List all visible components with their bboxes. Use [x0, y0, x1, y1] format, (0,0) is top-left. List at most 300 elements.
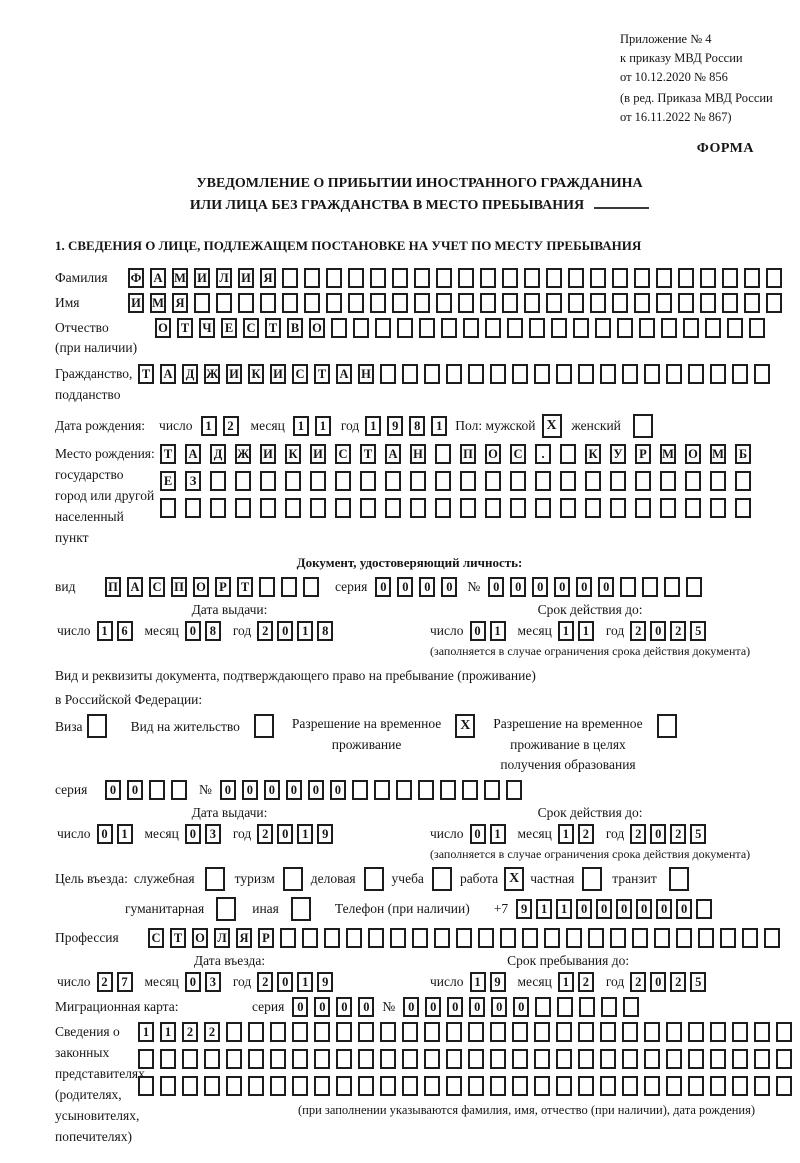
char-cell[interactable]: 1	[293, 416, 309, 436]
char-cell[interactable]	[336, 1049, 352, 1069]
char-cell[interactable]	[358, 1076, 374, 1096]
char-cell[interactable]	[642, 577, 658, 597]
stay-month-cells[interactable]	[558, 972, 594, 992]
char-cell[interactable]	[632, 928, 648, 948]
char-cell[interactable]	[171, 780, 187, 800]
char-cell[interactable]	[463, 318, 479, 338]
char-cell[interactable]: А	[185, 444, 201, 464]
doc-valid-day-cells[interactable]	[470, 621, 506, 641]
char-cell[interactable]: Н	[410, 444, 426, 464]
char-cell[interactable]	[522, 928, 538, 948]
char-cell[interactable]: И	[270, 364, 286, 384]
char-cell[interactable]: 1	[97, 621, 113, 641]
char-cell[interactable]	[610, 498, 626, 518]
char-cell[interactable]	[560, 498, 576, 518]
char-cell[interactable]	[590, 293, 606, 313]
char-cell[interactable]	[435, 498, 451, 518]
char-cell[interactable]	[490, 1049, 506, 1069]
char-cell[interactable]	[600, 1049, 616, 1069]
char-cell[interactable]	[468, 1022, 484, 1042]
char-cell[interactable]	[644, 364, 660, 384]
char-cell[interactable]	[238, 293, 254, 313]
char-cell[interactable]	[635, 471, 651, 491]
char-cell[interactable]: Т	[170, 928, 186, 948]
char-cell[interactable]	[210, 498, 226, 518]
char-cell[interactable]: 2	[670, 824, 686, 844]
char-cell[interactable]: 9	[317, 824, 333, 844]
char-cell[interactable]: 1	[490, 621, 506, 641]
char-cell[interactable]	[776, 1076, 792, 1096]
char-cell[interactable]: 1	[117, 824, 133, 844]
doc-valid-year-cells[interactable]	[630, 621, 706, 641]
char-cell[interactable]: 3	[205, 824, 221, 844]
legal-reps-cells-row3[interactable]	[138, 1076, 792, 1096]
char-cell[interactable]	[160, 1076, 176, 1096]
char-cell[interactable]: 0	[656, 899, 672, 919]
surname-cells[interactable]	[128, 268, 782, 288]
char-cell[interactable]	[424, 1022, 440, 1042]
char-cell[interactable]	[260, 293, 276, 313]
char-cell[interactable]: С	[510, 444, 526, 464]
char-cell[interactable]: Е	[221, 318, 237, 338]
purpose-option-other-checkbox[interactable]	[291, 897, 311, 921]
residence-valid-month-cells[interactable]	[558, 824, 594, 844]
char-cell[interactable]	[600, 1076, 616, 1096]
char-cell[interactable]	[468, 1049, 484, 1069]
patronymic-cells[interactable]	[155, 318, 765, 338]
char-cell[interactable]	[375, 318, 391, 338]
residence-number-cells[interactable]	[220, 780, 522, 800]
char-cell[interactable]: С	[243, 318, 259, 338]
char-cell[interactable]: Р	[215, 577, 231, 597]
char-cell[interactable]	[732, 1022, 748, 1042]
char-cell[interactable]	[324, 928, 340, 948]
char-cell[interactable]: 2	[182, 1022, 198, 1042]
char-cell[interactable]	[281, 577, 297, 597]
char-cell[interactable]: Я	[260, 268, 276, 288]
char-cell[interactable]: 0	[97, 824, 113, 844]
char-cell[interactable]	[688, 1049, 704, 1069]
char-cell[interactable]	[556, 1076, 572, 1096]
char-cell[interactable]	[441, 318, 457, 338]
char-cell[interactable]: 9	[317, 972, 333, 992]
char-cell[interactable]	[436, 268, 452, 288]
char-cell[interactable]: Е	[160, 471, 176, 491]
char-cell[interactable]: 1	[297, 972, 313, 992]
char-cell[interactable]: 0	[532, 577, 548, 597]
char-cell[interactable]: 0	[375, 577, 391, 597]
char-cell[interactable]	[766, 268, 782, 288]
char-cell[interactable]: Р	[635, 444, 651, 464]
char-cell[interactable]: 1	[297, 824, 313, 844]
char-cell[interactable]	[568, 293, 584, 313]
migration-series-cells[interactable]	[292, 997, 374, 1017]
char-cell[interactable]	[685, 498, 701, 518]
char-cell[interactable]	[418, 780, 434, 800]
char-cell[interactable]	[732, 1076, 748, 1096]
char-cell[interactable]	[622, 1049, 638, 1069]
char-cell[interactable]	[248, 1049, 264, 1069]
sex-male-checkbox[interactable]: X	[542, 414, 562, 438]
char-cell[interactable]: М	[150, 293, 166, 313]
char-cell[interactable]: 6	[117, 621, 133, 641]
char-cell[interactable]	[617, 318, 633, 338]
char-cell[interactable]: Т	[138, 364, 154, 384]
char-cell[interactable]: 0	[576, 899, 592, 919]
char-cell[interactable]: 2	[670, 972, 686, 992]
char-cell[interactable]	[392, 293, 408, 313]
char-cell[interactable]	[326, 293, 342, 313]
char-cell[interactable]: 5	[690, 824, 706, 844]
char-cell[interactable]: 0	[358, 997, 374, 1017]
char-cell[interactable]	[436, 293, 452, 313]
char-cell[interactable]	[710, 1049, 726, 1069]
char-cell[interactable]	[534, 364, 550, 384]
char-cell[interactable]: 2	[204, 1022, 220, 1042]
char-cell[interactable]	[666, 364, 682, 384]
char-cell[interactable]	[590, 268, 606, 288]
char-cell[interactable]	[484, 780, 500, 800]
temp-permit-checkbox[interactable]: X	[455, 714, 475, 738]
char-cell[interactable]: И	[238, 268, 254, 288]
char-cell[interactable]: М	[660, 444, 676, 464]
char-cell[interactable]	[710, 1076, 726, 1096]
char-cell[interactable]: 0	[650, 972, 666, 992]
char-cell[interactable]	[600, 364, 616, 384]
char-cell[interactable]	[601, 997, 617, 1017]
char-cell[interactable]	[556, 1022, 572, 1042]
char-cell[interactable]	[696, 899, 712, 919]
doc-number-cells[interactable]	[488, 577, 702, 597]
char-cell[interactable]	[226, 1022, 242, 1042]
char-cell[interactable]: 0	[330, 780, 346, 800]
purpose-option-humanitarian-checkbox[interactable]	[216, 897, 236, 921]
char-cell[interactable]: 1	[490, 824, 506, 844]
entry-year-cells[interactable]	[257, 972, 333, 992]
char-cell[interactable]	[705, 318, 721, 338]
char-cell[interactable]	[326, 268, 342, 288]
char-cell[interactable]: 0	[277, 621, 293, 641]
char-cell[interactable]	[678, 293, 694, 313]
char-cell[interactable]: Ф	[128, 268, 144, 288]
char-cell[interactable]: З	[185, 471, 201, 491]
char-cell[interactable]	[182, 1076, 198, 1096]
char-cell[interactable]	[507, 318, 523, 338]
char-cell[interactable]	[226, 1076, 242, 1096]
char-cell[interactable]: Т	[177, 318, 193, 338]
char-cell[interactable]: 0	[447, 997, 463, 1017]
char-cell[interactable]	[149, 780, 165, 800]
char-cell[interactable]	[654, 928, 670, 948]
char-cell[interactable]	[314, 1049, 330, 1069]
char-cell[interactable]: 7	[117, 972, 133, 992]
char-cell[interactable]: 2	[630, 824, 646, 844]
char-cell[interactable]: 0	[441, 577, 457, 597]
char-cell[interactable]: П	[171, 577, 187, 597]
char-cell[interactable]	[160, 1049, 176, 1069]
char-cell[interactable]: 0	[576, 577, 592, 597]
stay-day-cells[interactable]	[470, 972, 506, 992]
char-cell[interactable]	[502, 268, 518, 288]
char-cell[interactable]	[204, 1076, 220, 1096]
char-cell[interactable]	[185, 498, 201, 518]
char-cell[interactable]: Т	[314, 364, 330, 384]
char-cell[interactable]: 0	[403, 997, 419, 1017]
char-cell[interactable]: 1	[470, 972, 486, 992]
char-cell[interactable]: М	[710, 444, 726, 464]
char-cell[interactable]	[776, 1022, 792, 1042]
char-cell[interactable]: 0	[264, 780, 280, 800]
char-cell[interactable]: А	[385, 444, 401, 464]
char-cell[interactable]: 2	[578, 972, 594, 992]
char-cell[interactable]: 1	[536, 899, 552, 919]
char-cell[interactable]: Т	[265, 318, 281, 338]
char-cell[interactable]	[529, 318, 545, 338]
purpose-option-study-checkbox[interactable]	[432, 867, 452, 891]
char-cell[interactable]	[566, 928, 582, 948]
birth-place-cells-row1[interactable]	[160, 444, 751, 464]
residence-issue-day-cells[interactable]	[97, 824, 133, 844]
char-cell[interactable]	[610, 928, 626, 948]
char-cell[interactable]	[303, 577, 319, 597]
char-cell[interactable]	[534, 1049, 550, 1069]
residence-valid-year-cells[interactable]	[630, 824, 706, 844]
char-cell[interactable]	[346, 928, 362, 948]
char-cell[interactable]: 0	[277, 824, 293, 844]
char-cell[interactable]	[370, 293, 386, 313]
legal-reps-cells-row2[interactable]	[138, 1049, 792, 1069]
char-cell[interactable]: А	[127, 577, 143, 597]
char-cell[interactable]	[666, 1076, 682, 1096]
char-cell[interactable]: 2	[630, 972, 646, 992]
char-cell[interactable]: 0	[513, 997, 529, 1017]
char-cell[interactable]: К	[285, 444, 301, 464]
char-cell[interactable]	[512, 364, 528, 384]
char-cell[interactable]	[412, 928, 428, 948]
char-cell[interactable]	[727, 318, 743, 338]
char-cell[interactable]	[551, 318, 567, 338]
char-cell[interactable]: 2	[97, 972, 113, 992]
char-cell[interactable]	[352, 780, 368, 800]
char-cell[interactable]	[285, 498, 301, 518]
purpose-option-work-checkbox[interactable]: X	[504, 867, 524, 891]
char-cell[interactable]	[732, 364, 748, 384]
char-cell[interactable]: 2	[630, 621, 646, 641]
char-cell[interactable]	[138, 1076, 154, 1096]
char-cell[interactable]	[534, 1076, 550, 1096]
residence-valid-day-cells[interactable]	[470, 824, 506, 844]
char-cell[interactable]	[380, 1049, 396, 1069]
char-cell[interactable]	[414, 268, 430, 288]
char-cell[interactable]: 0	[308, 780, 324, 800]
char-cell[interactable]	[446, 364, 462, 384]
char-cell[interactable]: 0	[185, 621, 201, 641]
char-cell[interactable]	[623, 997, 639, 1017]
char-cell[interactable]: А	[336, 364, 352, 384]
char-cell[interactable]	[573, 318, 589, 338]
char-cell[interactable]	[360, 471, 376, 491]
char-cell[interactable]: 1	[556, 899, 572, 919]
profession-cells[interactable]	[148, 928, 780, 948]
char-cell[interactable]: О	[193, 577, 209, 597]
char-cell[interactable]: С	[148, 928, 164, 948]
char-cell[interactable]	[460, 498, 476, 518]
char-cell[interactable]: П	[105, 577, 121, 597]
visa-checkbox[interactable]	[87, 714, 107, 738]
char-cell[interactable]	[524, 293, 540, 313]
phone-cells[interactable]	[516, 899, 712, 919]
char-cell[interactable]: .	[535, 444, 551, 464]
char-cell[interactable]: 2	[257, 621, 273, 641]
doc-issue-day-cells[interactable]	[97, 621, 133, 641]
citizenship-cells[interactable]	[138, 364, 770, 384]
char-cell[interactable]: 1	[138, 1022, 154, 1042]
char-cell[interactable]	[468, 1076, 484, 1096]
char-cell[interactable]: Л	[216, 268, 232, 288]
char-cell[interactable]: 8	[205, 621, 221, 641]
char-cell[interactable]: 2	[257, 824, 273, 844]
char-cell[interactable]: 0	[596, 899, 612, 919]
char-cell[interactable]: Я	[172, 293, 188, 313]
char-cell[interactable]: У	[610, 444, 626, 464]
char-cell[interactable]	[458, 268, 474, 288]
char-cell[interactable]	[480, 268, 496, 288]
char-cell[interactable]	[216, 293, 232, 313]
entry-day-cells[interactable]	[97, 972, 133, 992]
char-cell[interactable]: 0	[470, 824, 486, 844]
char-cell[interactable]	[585, 471, 601, 491]
char-cell[interactable]: А	[150, 268, 166, 288]
char-cell[interactable]	[700, 293, 716, 313]
char-cell[interactable]	[358, 1022, 374, 1042]
residence-issue-year-cells[interactable]	[257, 824, 333, 844]
char-cell[interactable]: 1	[297, 621, 313, 641]
char-cell[interactable]: 0	[277, 972, 293, 992]
char-cell[interactable]	[182, 1049, 198, 1069]
char-cell[interactable]	[456, 928, 472, 948]
char-cell[interactable]: И	[128, 293, 144, 313]
char-cell[interactable]: И	[194, 268, 210, 288]
char-cell[interactable]	[612, 268, 628, 288]
char-cell[interactable]	[644, 1049, 660, 1069]
char-cell[interactable]	[368, 928, 384, 948]
birth-place-cells-row3[interactable]	[160, 498, 751, 518]
char-cell[interactable]	[434, 928, 450, 948]
char-cell[interactable]	[385, 471, 401, 491]
purpose-option-business-checkbox[interactable]	[205, 867, 225, 891]
char-cell[interactable]	[720, 928, 736, 948]
char-cell[interactable]	[546, 293, 562, 313]
char-cell[interactable]	[776, 1049, 792, 1069]
char-cell[interactable]: 0	[554, 577, 570, 597]
char-cell[interactable]: И	[226, 364, 242, 384]
char-cell[interactable]: 5	[690, 972, 706, 992]
char-cell[interactable]	[424, 364, 440, 384]
char-cell[interactable]	[314, 1022, 330, 1042]
char-cell[interactable]	[666, 1049, 682, 1069]
char-cell[interactable]: 9	[516, 899, 532, 919]
char-cell[interactable]	[370, 268, 386, 288]
char-cell[interactable]	[500, 928, 516, 948]
char-cell[interactable]	[335, 471, 351, 491]
char-cell[interactable]	[546, 268, 562, 288]
birth-day-cells[interactable]	[201, 416, 239, 436]
char-cell[interactable]: О	[485, 444, 501, 464]
char-cell[interactable]	[292, 1049, 308, 1069]
char-cell[interactable]	[600, 1022, 616, 1042]
char-cell[interactable]	[282, 293, 298, 313]
char-cell[interactable]: А	[160, 364, 176, 384]
char-cell[interactable]	[535, 471, 551, 491]
char-cell[interactable]: О	[192, 928, 208, 948]
char-cell[interactable]: 0	[491, 997, 507, 1017]
char-cell[interactable]: 0	[470, 621, 486, 641]
char-cell[interactable]: 0	[314, 997, 330, 1017]
doc-series-cells[interactable]	[375, 577, 457, 597]
char-cell[interactable]	[446, 1022, 462, 1042]
char-cell[interactable]	[700, 268, 716, 288]
purpose-option-tourism-checkbox[interactable]	[283, 867, 303, 891]
char-cell[interactable]	[446, 1076, 462, 1096]
char-cell[interactable]	[579, 997, 595, 1017]
char-cell[interactable]	[557, 997, 573, 1017]
char-cell[interactable]	[302, 928, 318, 948]
char-cell[interactable]: 1	[558, 824, 574, 844]
char-cell[interactable]	[722, 293, 738, 313]
char-cell[interactable]	[744, 268, 760, 288]
char-cell[interactable]	[248, 1076, 264, 1096]
char-cell[interactable]	[414, 293, 430, 313]
char-cell[interactable]	[622, 1076, 638, 1096]
char-cell[interactable]: П	[460, 444, 476, 464]
char-cell[interactable]	[380, 364, 396, 384]
char-cell[interactable]: С	[292, 364, 308, 384]
char-cell[interactable]	[660, 498, 676, 518]
char-cell[interactable]	[676, 928, 692, 948]
char-cell[interactable]	[556, 364, 572, 384]
char-cell[interactable]	[468, 364, 484, 384]
doc-issue-month-cells[interactable]	[185, 621, 221, 641]
char-cell[interactable]: 0	[336, 997, 352, 1017]
char-cell[interactable]	[512, 1076, 528, 1096]
char-cell[interactable]	[259, 577, 275, 597]
char-cell[interactable]	[485, 318, 501, 338]
char-cell[interactable]: Н	[358, 364, 374, 384]
char-cell[interactable]: 0	[105, 780, 121, 800]
char-cell[interactable]	[285, 471, 301, 491]
char-cell[interactable]	[204, 1049, 220, 1069]
char-cell[interactable]: 0	[676, 899, 692, 919]
char-cell[interactable]	[270, 1076, 286, 1096]
purpose-option-private-checkbox[interactable]	[582, 867, 602, 891]
char-cell[interactable]: С	[149, 577, 165, 597]
entry-month-cells[interactable]	[185, 972, 221, 992]
char-cell[interactable]	[732, 1049, 748, 1069]
char-cell[interactable]: Ж	[235, 444, 251, 464]
char-cell[interactable]	[644, 1076, 660, 1096]
char-cell[interactable]: 8	[317, 621, 333, 641]
legal-reps-cells-row1[interactable]	[138, 1022, 792, 1042]
char-cell[interactable]	[490, 1022, 506, 1042]
char-cell[interactable]	[485, 498, 501, 518]
char-cell[interactable]	[620, 577, 636, 597]
char-cell[interactable]: 1	[431, 416, 447, 436]
char-cell[interactable]: Ч	[199, 318, 215, 338]
char-cell[interactable]	[235, 471, 251, 491]
char-cell[interactable]: 3	[205, 972, 221, 992]
char-cell[interactable]	[435, 444, 451, 464]
char-cell[interactable]	[385, 498, 401, 518]
